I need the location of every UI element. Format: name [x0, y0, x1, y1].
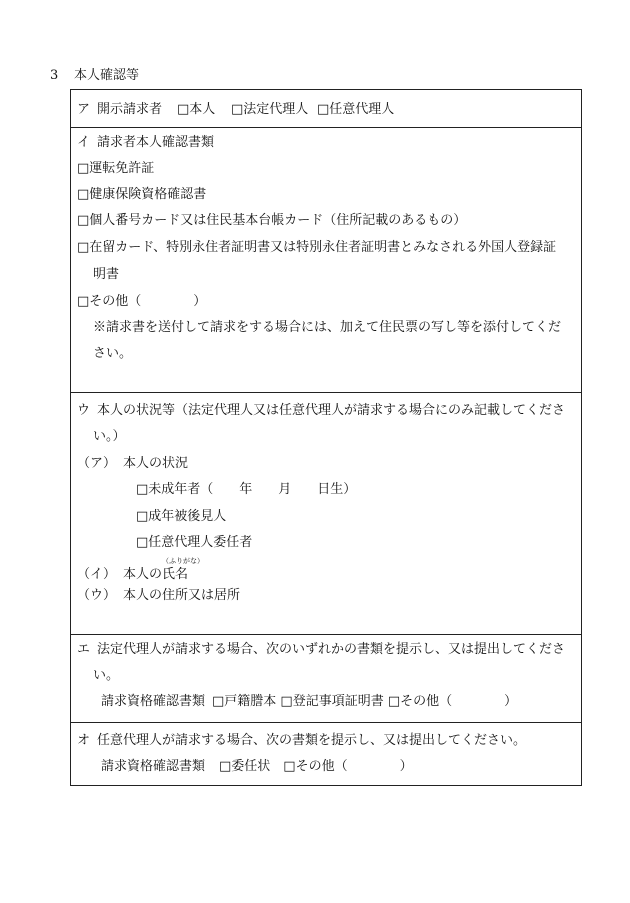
row-u-prefix: ウ: [77, 403, 91, 418]
legal-agent-instructions: 法定代理人が請求する場合、次のいずれかの書類を提示し、又は提出してくださ: [97, 642, 566, 657]
row-divider: [70, 127, 582, 128]
principal-status-instructions-cont: い。）: [93, 429, 126, 444]
section-number: 3: [50, 68, 59, 83]
principal-status-instructions: 本人の状況等（法定代理人又は任意代理人が請求する場合にのみ記載してくださ: [97, 403, 566, 418]
sub-a-label: （ア）: [77, 456, 117, 471]
mail-request-note-cont: さい。: [93, 346, 133, 361]
voluntary-agent-docs-label: 請求資格確認書類: [101, 759, 206, 774]
principal-status-label: 本人の状況: [123, 456, 189, 471]
status-appointee-checkbox[interactable]: □任意代理人委任者: [136, 535, 253, 550]
row-divider: [70, 634, 582, 635]
legal-agent-docs-label: 請求資格確認書類: [101, 694, 206, 709]
id-doc-health-insurance[interactable]: □健康保険資格確認書: [77, 187, 207, 202]
sub-u-label: （ウ）: [77, 588, 117, 603]
id-doc-other[interactable]: □その他（ ）: [77, 294, 207, 309]
row-a-prefix: ア: [77, 102, 91, 117]
id-doc-drivers-license[interactable]: □運転免許証: [77, 161, 155, 176]
status-minor-checkbox[interactable]: □未成年者（ 年 月 日生）: [136, 482, 357, 497]
id-doc-residence-card[interactable]: □在留カード、特別永住者証明書又は特別永住者証明書とみなされる外国人登録証: [77, 240, 557, 255]
section-title: 本人確認等: [74, 68, 140, 83]
voluntary-agent-docs-options[interactable]: □委任状 □その他（ ）: [219, 759, 413, 774]
principal-name-label: 本人の氏名: [123, 567, 189, 582]
legal-agent-docs-options[interactable]: □戸籍謄本 □登記事項証明書 □その他（ ）: [212, 694, 518, 709]
id-doc-residence-card-cont: 明書: [93, 267, 120, 282]
id-docs-label: 請求者本人確認書類: [97, 135, 215, 150]
requester-option-self[interactable]: □本人: [177, 102, 216, 117]
row-o-prefix: オ: [77, 733, 91, 748]
row-i-prefix: イ: [77, 135, 91, 150]
mail-request-note: ※請求書を送付して請求をする場合には、加えて住民票の写し等を添付してくだ: [93, 320, 562, 335]
voluntary-agent-instructions: 任意代理人が請求する場合、次の書類を提示し、又は提出してください。: [97, 733, 527, 748]
row-divider: [70, 722, 582, 723]
legal-agent-instructions-cont: い。: [93, 668, 120, 683]
id-doc-my-number-card[interactable]: □個人番号カード又は住民基本台帳カード（住所記載のあるもの）: [77, 213, 467, 228]
sub-i-label: （イ）: [77, 567, 117, 582]
status-adult-ward-checkbox[interactable]: □成年被後見人: [136, 509, 227, 524]
furigana-label: （ふりがな）: [162, 557, 204, 565]
row-e-prefix: エ: [77, 642, 91, 657]
row-divider: [70, 392, 582, 393]
requester-option-legal-agent[interactable]: □法定代理人: [231, 102, 309, 117]
requester-label: 開示請求者: [97, 102, 163, 117]
principal-address-label: 本人の住所又は居所: [123, 588, 241, 603]
requester-option-voluntary-agent[interactable]: □任意代理人: [317, 102, 395, 117]
